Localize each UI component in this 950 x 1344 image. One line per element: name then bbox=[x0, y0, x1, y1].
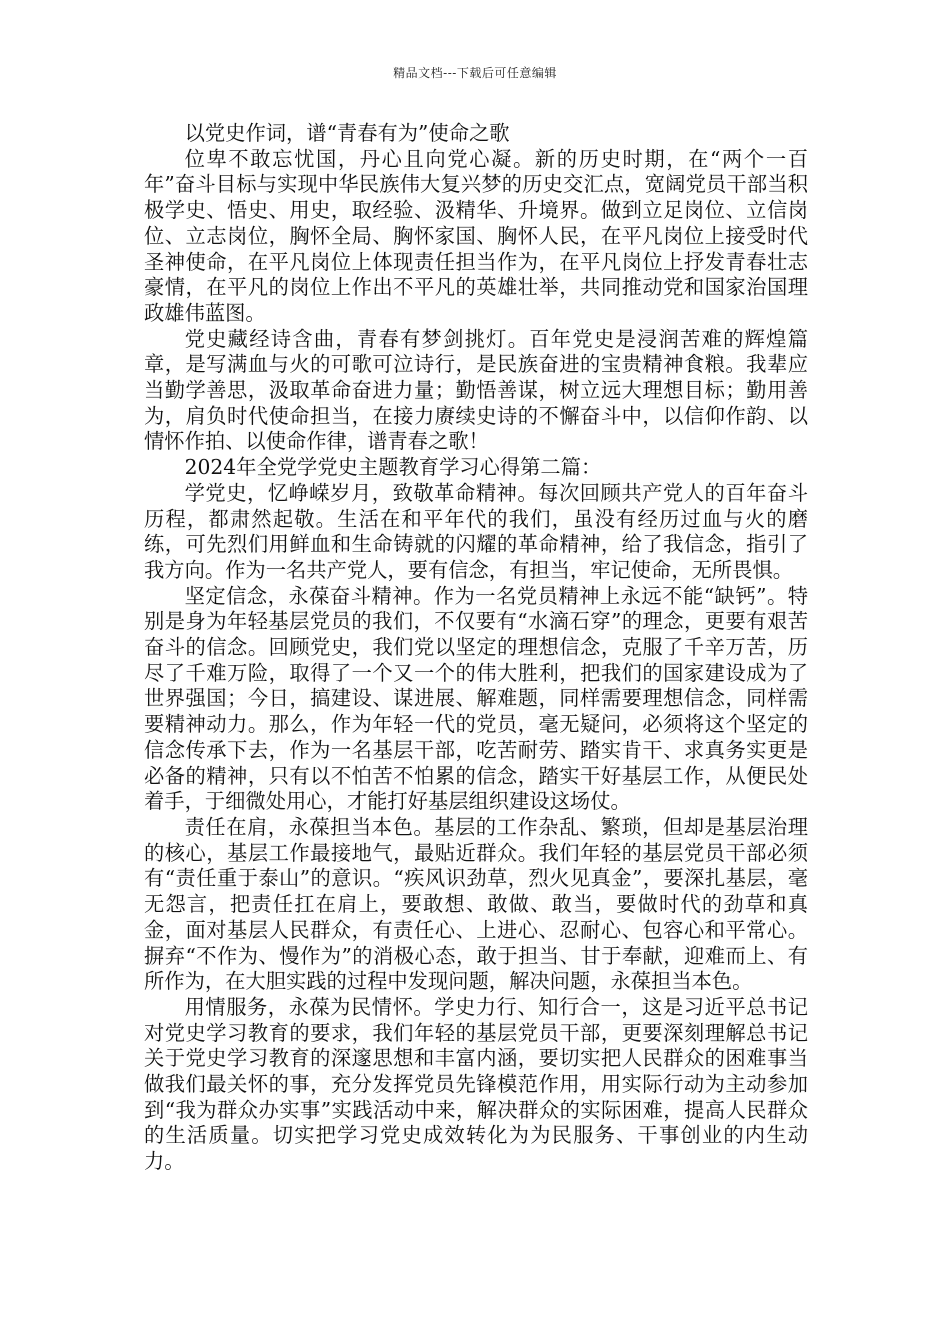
paragraph: 坚定信念，永葆奋斗精神。作为一名党员精神上永远不能“缺钙”。特别是身为年轻基层党员的我们，不仅要有“水滴石穿”的理念，更要有艰苦奋斗的信念。回顾党史，我们党以坚定的理想信念，克服了千辛万苦，历尽了千难万险，取得了一个又一个的伟大胜利，把我们的国家建设成为了世界强国；今日，搞建设、谋进展、解难题，同样需要理想信念，同样需要精神动力。那么，作为年轻一代的党员，毫无疑问，必须将这个坚定的信念传承下去，作为一名基层干部，吃苦耐劳、踏实肯干、求真务实更是必备的精神，只有以不怕苦不怕累的信念，踏实干好基层工作，从便民处着手，于细微处用心，才能打好基层组织建设这场仗。 bbox=[144, 583, 808, 814]
page-header: 精品文档---下载后可任意编辑 bbox=[393, 66, 557, 80]
paragraph: 责任在肩，永葆担当本色。基层的工作杂乱、繁琐，但却是基层治理的核心，基层工作最接地气，最贴近群众。我们年轻的基层党员干部必须有“责任重于泰山”的意识。“疾风识劲草，烈火见真金”，要深扎基层，毫无怨言，把责任扛在肩上，要敢想、敢做、敢当，要做时代的劲草和真金，面对基层人民群众，有责任心、上进心、忍耐心、包容心和平常心。摒弃“不作为、慢作为”的消极心态，敢于担当、甘于奉献，迎难而上、有所作为，在大胆实践的过程中发现问题，解决问题，永葆担当本色。 bbox=[144, 814, 808, 994]
paragraph: 党史藏经诗含曲，青春有梦剑挑灯。百年党史是浸润苦难的辉煌篇章，是写满血与火的可歌可泣诗行，是民族奋进的宝贵精神食粮。我辈应当勤学善思，汲取革命奋进力量；勤悟善谋，树立远大理想目标；勤用善为，肩负时代使命担当，在接力赓续史诗的不懈奋斗中，以信仰作韵、以情怀作拍、以使命作律，谱青春之歌！ bbox=[144, 326, 808, 454]
paragraph: 学党史，忆峥嵘岁月，致敬革命精神。每次回顾共产党人的百年奋斗历程，都肃然起敬。生活在和平年代的我们，虽没有经历过血与火的磨练，可先烈们用鲜血和生命铸就的闪耀的革命精神，给了我信念，指引了我方向。作为一名共产党人，要有信念，有担当，牢记使命，无所畏惧。 bbox=[144, 480, 808, 582]
document-body bbox=[144, 121, 808, 1175]
section-heading: 2024年全党学党史主题教育学习心得第二篇： bbox=[184, 455, 602, 480]
paragraph: 位卑不敢忘忧国，丹心且向党心凝。新的历史时期，在“两个一百年”奋斗目标与实现中华民族伟大复兴梦的历史交汇点，宽阔党员干部当积极学史、悟史、用史，取经验、汲精华、升境界。做到立足岗位、立信岗位、立志岗位，胸怀全局、胸怀家国、胸怀人民，在平凡岗位上接受时代圣神使命，在平凡岗位上体现责任担当作为，在平凡岗位上抒发青春壮志豪情，在平凡的岗位上作出不平凡的英雄壮举，共同推动党和国家治国理政雄伟蓝图。 bbox=[144, 146, 808, 325]
article-title: 以党史作词，谱“青春有为”使命之歌 bbox=[184, 121, 510, 145]
paragraph: 用情服务，永葆为民情怀。学史力行、知行合一，这是习近平总书记对党史学习教育的要求，我们年轻的基层党员干部，更要深刻理解总书记关于党史学习教育的深邃思想和丰富内涵，要切实把人民群众的困难事当做我们最关怀的事，充分发挥党员先锋模范作用，用实际行动为主动参加到“我为群众办实事”实践活动中来，解决群众的实际困难，提高人民群众的生活质量。切实把学习党史成效转化为为民服务、干事创业的内生动力。 bbox=[144, 994, 808, 1174]
